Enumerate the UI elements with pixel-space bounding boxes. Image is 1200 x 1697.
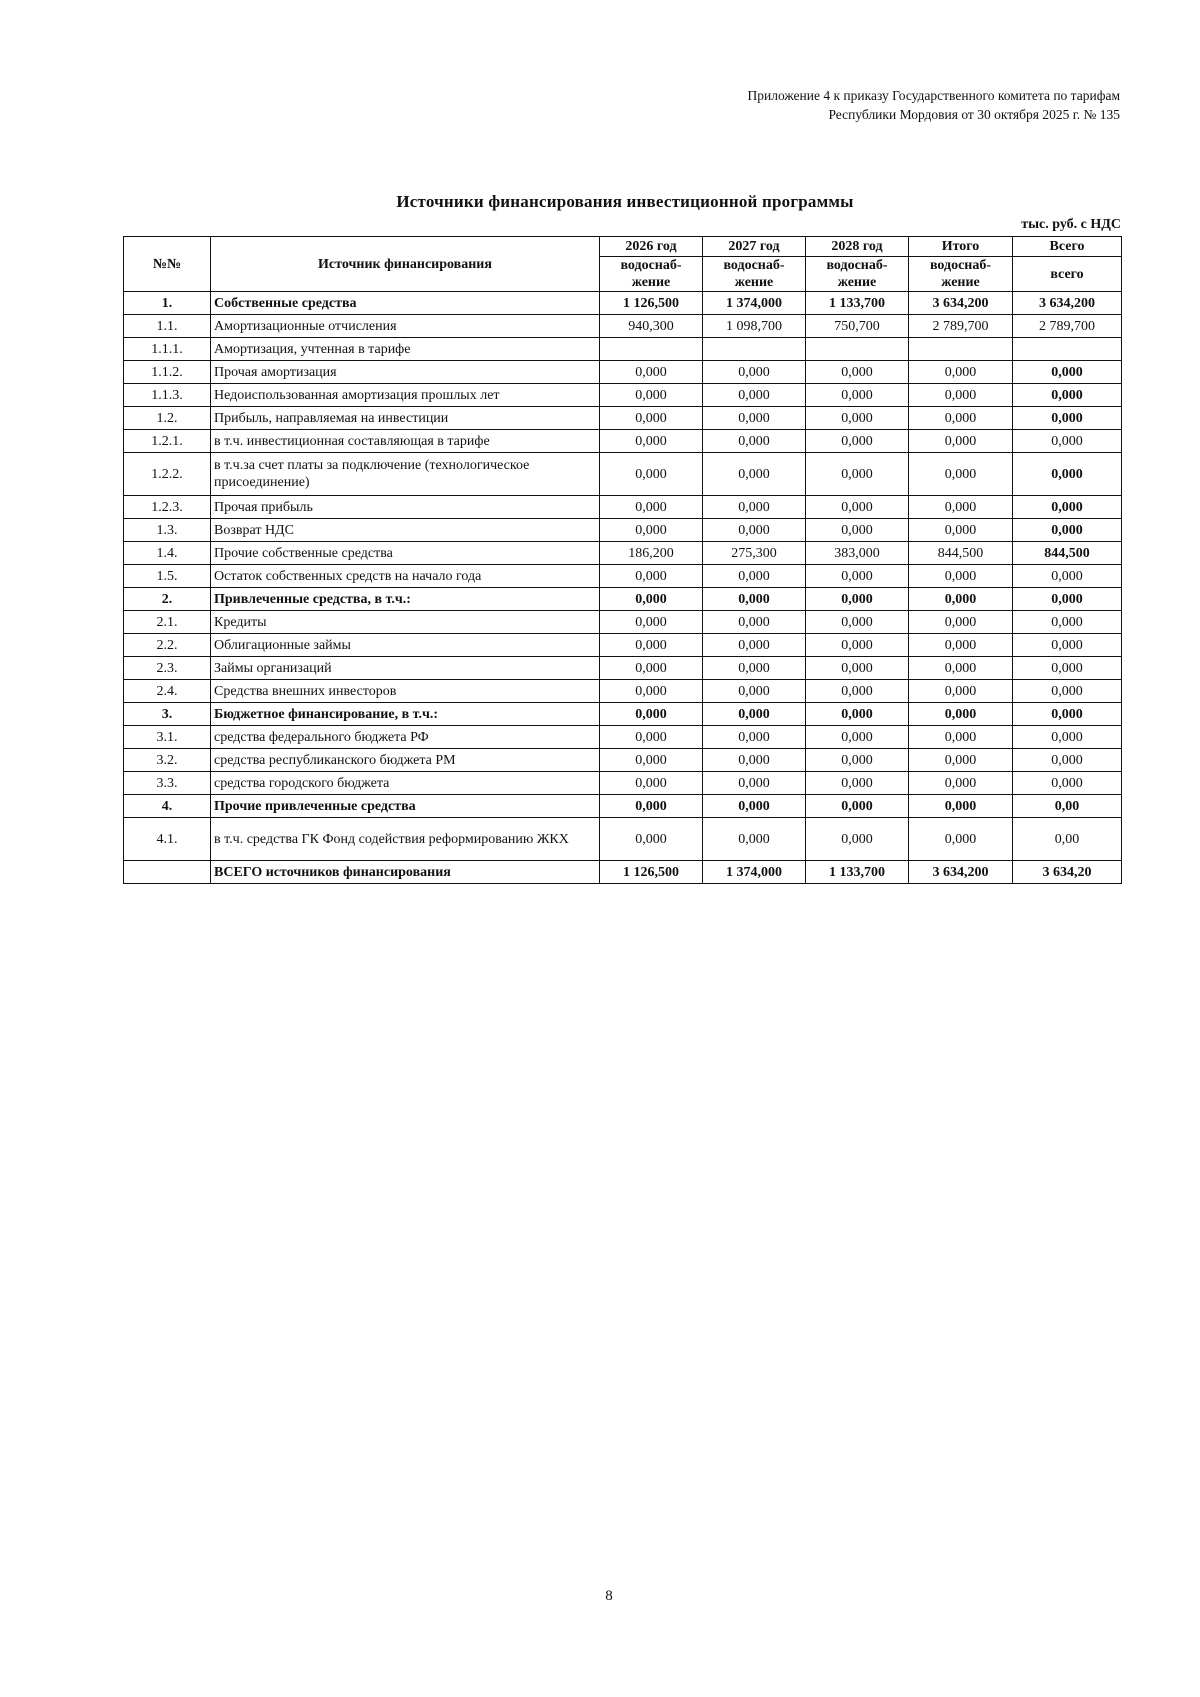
row-value: 0,000 [909,772,1013,795]
row-value: 0,000 [600,657,703,680]
row-value: 0,000 [1013,361,1122,384]
table-row [124,384,1122,407]
row-value: 0,000 [806,611,909,634]
row-value: 0,000 [909,588,1013,611]
row-value: 0,000 [909,657,1013,680]
table-row [124,726,1122,749]
col-source-header: Источник финансирования [211,237,600,292]
row-value: 0,000 [806,749,909,772]
row-value: 0,000 [806,384,909,407]
row-value: 0,000 [600,726,703,749]
row-number: 3.2. [124,749,211,772]
table-row [124,338,1122,361]
row-source: в т.ч.за счет платы за подключение (технологическое присоединение) [211,453,600,496]
header-line-1: Приложение 4 к приказу Государственного комитета по тарифам [747,88,1120,103]
page-number: 8 [605,1588,613,1604]
row-value: 0,000 [806,795,909,818]
row-source: Амортизация, учтенная в тарифе [211,338,600,361]
row-value: 2 789,700 [909,315,1013,338]
row-value: 3 634,200 [909,292,1013,315]
row-value: 0,000 [600,361,703,384]
row-value: 0,000 [703,430,806,453]
table-row [124,292,1122,315]
row-value: 0,000 [600,634,703,657]
row-value [909,338,1013,361]
row-value: 0,000 [806,565,909,588]
row-source: Возврат НДС [211,519,600,542]
row-number: 1.2.1. [124,430,211,453]
table-row [124,542,1122,565]
row-source: средства федерального бюджета РФ [211,726,600,749]
row-value: 1 374,000 [703,861,806,884]
row-number: 1.2.3. [124,496,211,519]
row-value: 0,000 [806,726,909,749]
row-value [1013,338,1122,361]
row-value: 0,000 [1013,430,1122,453]
row-value: 3 634,20 [1013,861,1122,884]
row-value: 0,00 [1013,818,1122,861]
row-value: 0,000 [600,407,703,430]
row-value: 0,000 [1013,657,1122,680]
col-year-header: 2028 год [806,237,909,257]
row-source: Привлеченные средства, в т.ч.: [211,588,600,611]
row-value: 0,000 [806,496,909,519]
row-value: 0,000 [600,588,703,611]
row-source: средства городского бюджета [211,772,600,795]
units-label: тыс. руб. с НДС [1021,217,1121,232]
row-source: Недоиспользованная амортизация прошлых лет [211,384,600,407]
row-value: 0,000 [1013,772,1122,795]
row-value: 0,000 [1013,588,1122,611]
row-value: 0,000 [1013,749,1122,772]
table-row [124,361,1122,384]
row-value: 0,000 [600,795,703,818]
row-value: 0,00 [1013,795,1122,818]
row-source: Средства внешних инвесторов [211,680,600,703]
table-row [124,772,1122,795]
row-value: 0,000 [600,703,703,726]
row-number: 1.1.2. [124,361,211,384]
row-source: ВСЕГО источников финансирования [211,861,600,884]
row-value: 0,000 [703,407,806,430]
row-source: Прочая амортизация [211,361,600,384]
row-value: 0,000 [600,384,703,407]
row-value: 0,000 [909,496,1013,519]
col-sub-header: водоснаб-жение [909,257,1013,292]
row-value: 0,000 [909,703,1013,726]
row-value: 0,000 [806,407,909,430]
row-value: 0,000 [1013,726,1122,749]
row-value: 0,000 [703,726,806,749]
table-row [124,430,1122,453]
row-source: Прибыль, направляемая на инвестиции [211,407,600,430]
row-number: 1. [124,292,211,315]
col-number-header: №№ [124,237,211,292]
table-row [124,519,1122,542]
row-value: 0,000 [806,588,909,611]
row-value: 0,000 [703,657,806,680]
row-value: 0,000 [703,749,806,772]
row-number: 1.2.2. [124,453,211,496]
row-source: Бюджетное финансирование, в т.ч.: [211,703,600,726]
row-number: 1.2. [124,407,211,430]
row-value: 1 126,500 [600,861,703,884]
row-value: 940,300 [600,315,703,338]
row-value: 0,000 [703,588,806,611]
document-header [560,86,1120,124]
row-number: 1.1.3. [124,384,211,407]
row-source: Займы организаций [211,657,600,680]
row-value: 0,000 [909,519,1013,542]
row-value: 0,000 [600,749,703,772]
row-number: 2.4. [124,680,211,703]
row-value: 0,000 [909,749,1013,772]
row-value: 0,000 [909,565,1013,588]
col-year-header: 2027 год [703,237,806,257]
table-row [124,634,1122,657]
row-value: 0,000 [703,680,806,703]
col-sub-header: всего [1013,257,1122,292]
row-value: 0,000 [909,795,1013,818]
row-value: 0,000 [600,680,703,703]
row-source: в т.ч. инвестиционная составляющая в тарифе [211,430,600,453]
row-value: 0,000 [1013,519,1122,542]
row-value: 0,000 [909,430,1013,453]
row-value: 0,000 [1013,453,1122,496]
row-value: 3 634,200 [909,861,1013,884]
row-value: 0,000 [806,453,909,496]
row-number: 3.3. [124,772,211,795]
row-value: 0,000 [909,407,1013,430]
row-number: 1.1.1. [124,338,211,361]
table-row [124,657,1122,680]
row-value: 0,000 [909,680,1013,703]
row-value: 0,000 [1013,634,1122,657]
row-value: 1 374,000 [703,292,806,315]
row-value: 0,000 [703,361,806,384]
row-number [124,861,211,884]
financing-table [123,236,1122,884]
table-row [124,588,1122,611]
row-value: 0,000 [1013,680,1122,703]
row-number: 2.1. [124,611,211,634]
row-value: 0,000 [806,703,909,726]
row-source: Прочие собственные средства [211,542,600,565]
row-value: 0,000 [909,384,1013,407]
col-total-header: Итого [909,237,1013,257]
row-value: 0,000 [600,565,703,588]
row-value: 383,000 [806,542,909,565]
row-number: 4.1. [124,818,211,861]
row-value: 0,000 [703,496,806,519]
row-value: 0,000 [703,703,806,726]
row-value: 0,000 [600,453,703,496]
row-number: 1.3. [124,519,211,542]
row-value: 1 133,700 [806,861,909,884]
row-value: 0,000 [806,430,909,453]
row-number: 2.3. [124,657,211,680]
row-number: 1.1. [124,315,211,338]
row-value: 0,000 [1013,496,1122,519]
row-value: 844,500 [909,542,1013,565]
row-number: 2. [124,588,211,611]
row-value: 2 789,700 [1013,315,1122,338]
row-value: 3 634,200 [1013,292,1122,315]
row-value: 0,000 [703,453,806,496]
row-source: Облигационные займы [211,634,600,657]
row-value: 0,000 [600,519,703,542]
row-value: 0,000 [1013,611,1122,634]
table-row [124,407,1122,430]
row-value: 0,000 [909,818,1013,861]
row-value: 0,000 [806,818,909,861]
row-value: 0,000 [600,818,703,861]
row-value: 0,000 [1013,703,1122,726]
row-value: 275,300 [703,542,806,565]
row-source: Прочая прибыль [211,496,600,519]
row-value: 0,000 [703,384,806,407]
row-number: 3.1. [124,726,211,749]
row-source: Амортизационные отчисления [211,315,600,338]
row-number: 1.4. [124,542,211,565]
table-row [124,565,1122,588]
table-row [124,818,1122,861]
row-value: 0,000 [703,519,806,542]
row-value: 186,200 [600,542,703,565]
row-value: 0,000 [703,795,806,818]
row-value: 0,000 [600,611,703,634]
row-value: 0,000 [703,772,806,795]
row-value: 0,000 [703,818,806,861]
col-sub-header: водоснаб-жение [600,257,703,292]
row-value: 0,000 [600,772,703,795]
row-value [600,338,703,361]
row-value: 0,000 [1013,565,1122,588]
table-row [124,680,1122,703]
row-value: 1 126,500 [600,292,703,315]
row-value: 0,000 [806,519,909,542]
row-number: 1.5. [124,565,211,588]
row-value: 0,000 [600,430,703,453]
col-year-header: 2026 год [600,237,703,257]
row-source: Остаток собственных средств на начало года [211,565,600,588]
row-source: Собственные средства [211,292,600,315]
row-value: 1 133,700 [806,292,909,315]
row-value: 0,000 [600,496,703,519]
col-grand-total-header: Всего [1013,237,1122,257]
row-value: 0,000 [806,361,909,384]
row-value [703,338,806,361]
row-value: 0,000 [806,680,909,703]
row-value: 750,700 [806,315,909,338]
row-number: 4. [124,795,211,818]
row-value: 0,000 [703,611,806,634]
table-row [124,453,1122,496]
row-value: 0,000 [703,634,806,657]
row-value: 0,000 [909,361,1013,384]
row-value: 0,000 [1013,384,1122,407]
row-value: 0,000 [703,565,806,588]
row-source: в т.ч. средства ГК Фонд содействия реформированию ЖКХ [211,818,600,861]
table-row [124,611,1122,634]
row-value: 0,000 [806,772,909,795]
table-row [124,749,1122,772]
table-row [124,703,1122,726]
row-source: Кредиты [211,611,600,634]
row-number: 3. [124,703,211,726]
row-value [806,338,909,361]
row-value: 0,000 [909,726,1013,749]
row-source: средства республиканского бюджета РМ [211,749,600,772]
table-row [124,795,1122,818]
row-number: 2.2. [124,634,211,657]
row-value: 0,000 [909,453,1013,496]
table-row [124,496,1122,519]
col-sub-header: водоснаб-жение [806,257,909,292]
document-title: Источники финансирования инвестиционной программы [396,192,854,211]
col-sub-header: водоснаб-жение [703,257,806,292]
row-value: 1 098,700 [703,315,806,338]
table-row [124,861,1122,884]
row-value: 0,000 [1013,407,1122,430]
row-value: 0,000 [909,634,1013,657]
table-row [124,315,1122,338]
row-source: Прочие привлеченные средства [211,795,600,818]
row-value: 0,000 [806,657,909,680]
row-value: 844,500 [1013,542,1122,565]
header-line-2: Республики Мордовия от 30 октября 2025 г. № 135 [828,107,1120,122]
row-value: 0,000 [806,634,909,657]
row-value: 0,000 [909,611,1013,634]
